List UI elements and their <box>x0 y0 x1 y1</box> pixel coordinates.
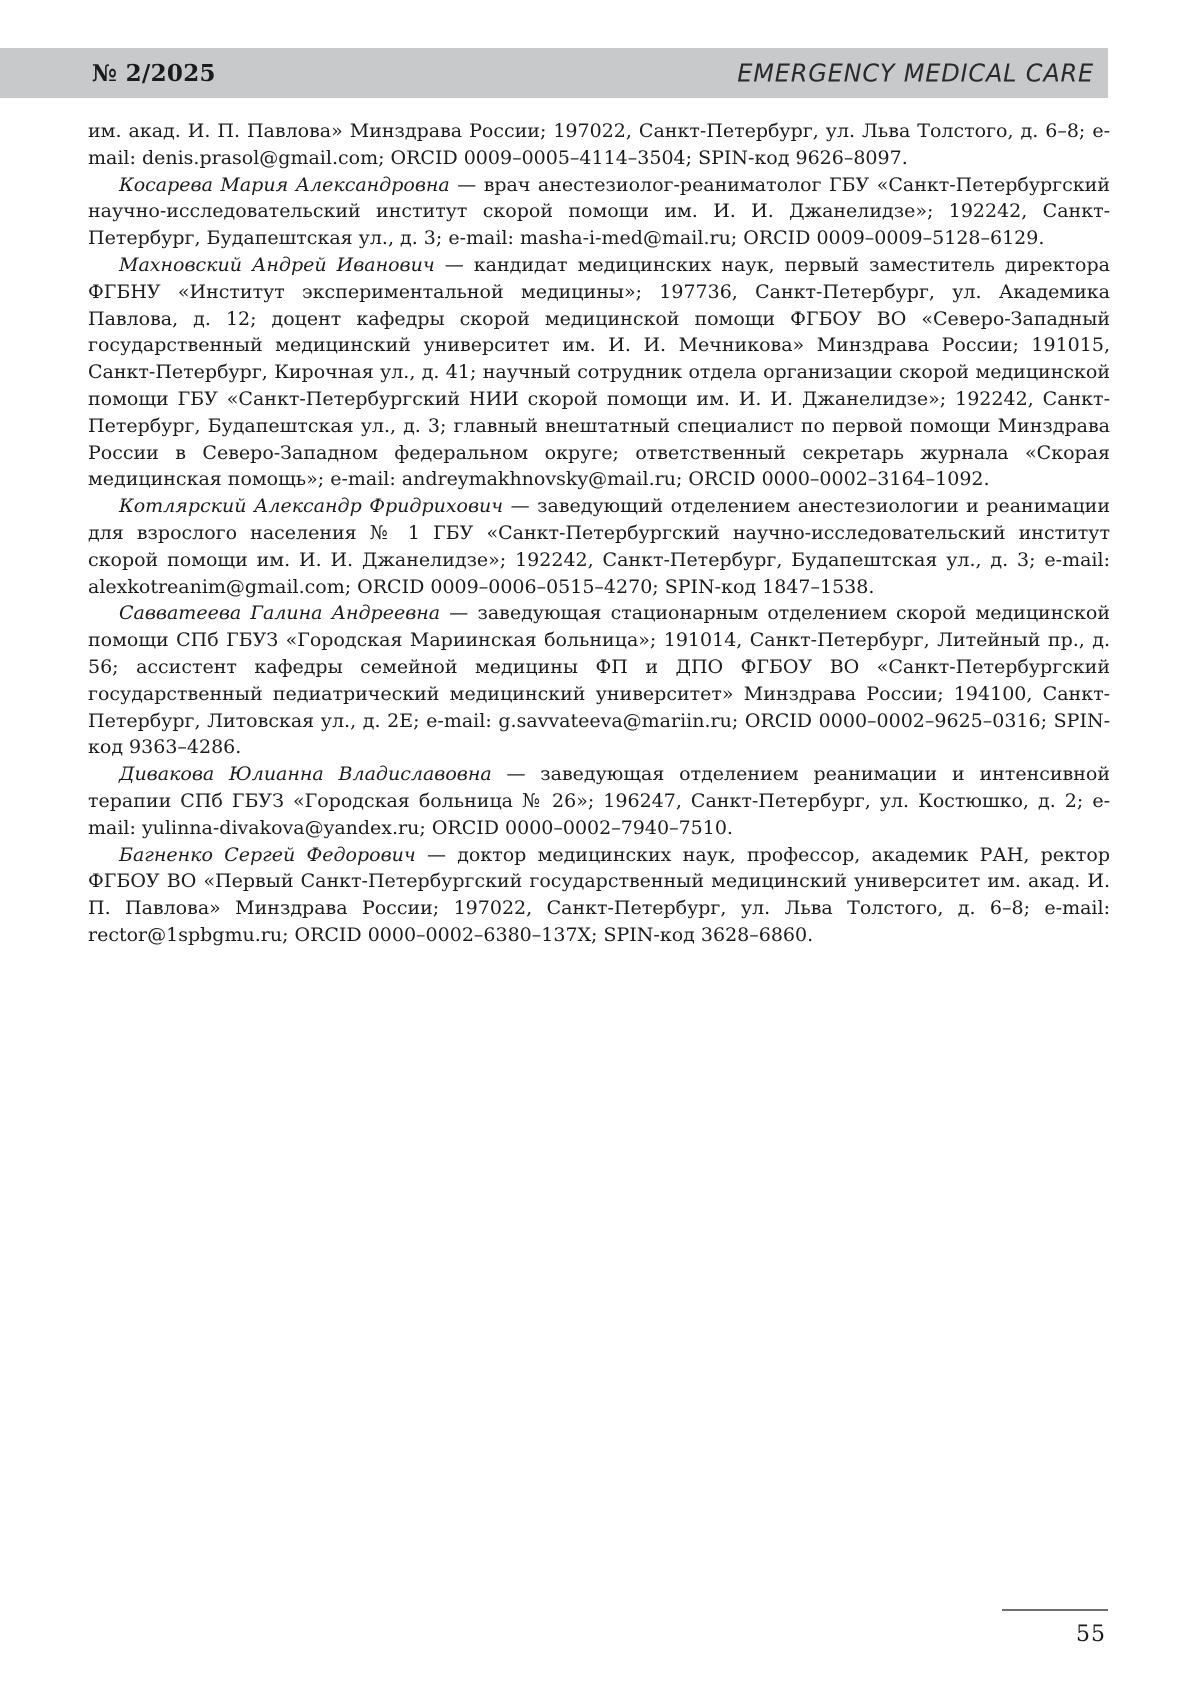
author-paragraph <box>88 172 1110 252</box>
authors-section <box>88 118 1110 949</box>
journal-title: EMERGENCY MEDICAL CARE <box>737 58 1094 88</box>
author-paragraph <box>88 118 1110 172</box>
author-paragraph <box>88 493 1110 600</box>
author-details: — врач анестезиолог-реаниматолог ГБУ «Санкт-Петербургский научно-исследовательский институт скорой помощи им. И. И. Джанелидзе»; 192242, Санкт-Петербург, Будапештская ул., д. 3; e-mail: masha-i-med@mail.ru; ORCID 0009–0009–5128–6129. <box>88 173 1110 250</box>
author-details: — заведующая стационарным отделением скорой медицинской помощи СПб ГБУЗ «Городская Мариинская больница»; 191014, Санкт-Петербург, Литейный пр., д. 56; ассистент кафедры семейной медицины ФП и ДПО ФГБОУ ВО «Санкт-Петербургский государственный педиатрический медицинский университет» Минздрава России; 194100, Санкт-Петербург, Литовская ул., д. 2Е; e-mail: g.savvateeva@mariin.ru; ORCID 0000–0002–9625–0316; SPIN-код 9363–4286. <box>88 602 1110 759</box>
header-bar <box>0 48 1108 98</box>
author-name: Багненко Сергей Федорович <box>119 843 416 866</box>
author-name: Савватеева Галина Андреевна <box>119 602 441 625</box>
author-details: — доктор медицинских наук, профессор, академик РАН, ректор ФГБОУ ВО «Первый Санкт-Петербургский государственный медицинский университет им. акад. И. П. Павлова» Минздрава России; 197022, Санкт-Петербург, ул. Льва Толстого, д. 6–8; e-mail: rector@1spbgmu.ru; ORCID 0000–0002–6380–137X; SPIN-код 3628–6860. <box>88 843 1111 946</box>
author-details: — заведующий отделением анестезиологии и реанимации для взрослого населения № 1 ГБУ «Санкт-Петербургский научно-исследовательский институт скорой помощи им. И. И. Джанелидзе»; 192242, Санкт-Петербург, Будапештская ул., д. 3; e-mail: alexkotreanim@gmail.com; ORCID 0009–0006–0515–4270; SPIN-код 1847–1538. <box>88 495 1111 598</box>
author-name: Косарева Мария Александровна <box>119 173 450 196</box>
footer-rule <box>1002 1609 1108 1611</box>
author-details: — заведующая отделением реанимации и интенсивной терапии СПб ГБУЗ «Городская больница № 26»; 196247, Санкт-Петербург, ул. Костюшко, д. 2; e-mail: yulinna-divakova@yandex.ru; ORCID 0000–0002–7940–7510. <box>88 763 1110 839</box>
author-paragraph <box>88 842 1110 949</box>
author-name: Дивакова Юлианна Владиславовна <box>119 763 492 786</box>
author-paragraph <box>88 252 1110 493</box>
page-number: 55 <box>1076 1622 1106 1647</box>
author-name: Махновский Андрей Иванович <box>119 253 435 276</box>
author-details: — кандидат медицинских наук, первый заместитель директора ФГБНУ «Институт экспериментальной медицины»; 197736, Санкт-Петербург, ул. Академика Павлова, д. 12; доцент кафедры скорой медицинской помощи ФГБОУ ВО «Северо-Западный государственный медицинский университет им. И. И. Мечникова» Минздрава России; 191015, Санкт-Петербург, Кирочная ул., д. 41; научный сотрудник отдела организации скорой медицинской помощи ГБУ «Санкт-Петербургский НИИ скорой помощи им. И. И. Джанелидзе»; 192242, Санкт-Петербург, Будапештская ул., д. 3; главный внештатный специалист по первой помощи Минздрава России в Северо-Западном федеральном округе; ответственный секретарь журнала «Скорая медицинская помощь»; e-mail: andreymakhnovsky@mail.ru; ORCID 0000–0002–3164–1092. <box>88 253 1110 491</box>
author-paragraph <box>88 600 1110 761</box>
author-name: Котлярский Александр Фридрихович <box>119 495 504 518</box>
author-paragraph <box>88 761 1110 841</box>
author-details: им. акад. И. П. Павлова» Минздрава России; 197022, Санкт-Петербург, ул. Льва Толстого, д. 6–8; e-mail: denis.prasol@gmail.com; ORCID 0009–0005–4114–3504; SPIN-код 9626–8097. <box>88 120 1110 169</box>
issue-number: № 2/2025 <box>92 59 216 87</box>
